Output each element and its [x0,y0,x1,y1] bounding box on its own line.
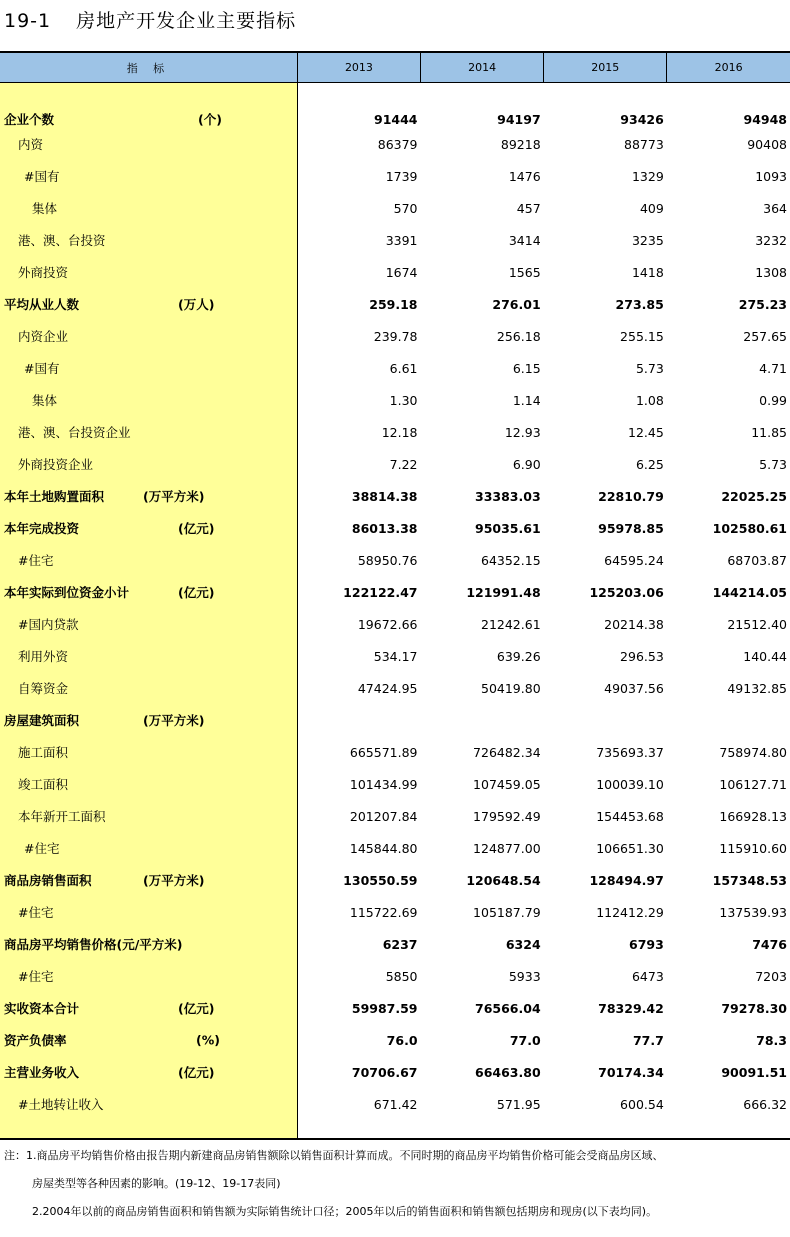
table-row [0,224,790,256]
row-label-cell [0,704,297,736]
table-row [0,320,790,352]
row-label-cell [0,576,297,608]
row-label-cell [0,544,297,576]
value-cell-2015: 100039.10 [596,776,664,792]
value-cell-2016 [667,704,790,736]
row-label: #国内贷款 [18,617,79,632]
header-year-2016: 2016 [667,53,790,83]
row-label: 施工面积 [18,745,69,760]
value-cell-2014: 76566.04 [475,1000,541,1016]
value-cell-2013: 570 [393,200,418,216]
value-cell-2016: 68703.87 [727,552,787,568]
value-cell-2016: 144214.05 [712,584,787,600]
value-cell-2016: 257.65 [743,328,787,344]
value-cell-2013: 58950.76 [357,552,418,568]
value-cell-2013: 6.61 [389,360,418,376]
row-label-cell [0,864,297,896]
value-cell-2015: 20214.38 [604,616,664,632]
value-cell-2015: 12.45 [628,424,664,440]
value-cell-2013: 122122.47 [343,584,418,600]
value-cell-2013: 101434.99 [349,776,418,792]
value-cell-2013: 86379 [377,136,418,152]
page-title [4,6,296,33]
value-cell-2016: 364 [763,200,787,216]
row-label: 房屋建筑面积 [4,713,80,728]
row-unit: (万平方米) [143,873,205,888]
header-row [0,53,790,83]
row-label-cell [0,1088,297,1120]
value-cell-2015: 3235 [631,232,664,248]
value-cell-2014: 121991.48 [466,584,541,600]
table-row [0,416,790,448]
value-cell-2013: 259.18 [369,296,418,312]
row-label: 港、澳、台投资 [18,233,106,248]
row-label-cell [0,224,297,256]
row-label: #住宅 [18,969,54,984]
row-label: 主营业务收入 [4,1065,80,1080]
table-row [0,800,790,832]
header-year-2015: 2015 [544,53,667,83]
value-cell-2015: 64595.24 [604,552,664,568]
row-label-cell [0,110,297,128]
table-row [0,960,790,992]
value-cell-2014: 1565 [508,264,541,280]
value-cell-2016: 157348.53 [712,872,787,888]
table-row [0,256,790,288]
row-label-cell [0,192,297,224]
row-label: 港、澳、台投资企业 [18,425,131,440]
value-cell-2015: 735693.37 [596,744,664,760]
value-cell-2013: 86013.38 [351,520,418,536]
value-cell-2013: 19672.66 [357,616,418,632]
table-row [0,288,790,320]
row-unit: (万人) [178,297,215,312]
value-cell-2016: 1308 [755,264,787,280]
value-cell-2013: 1674 [385,264,418,280]
value-cell-2016: 7476 [752,936,787,952]
row-unit: (%) [196,1032,220,1048]
row-label: 实收资本合计 [4,1001,80,1016]
row-label-cell [0,896,297,928]
row-label: 商品房平均销售价格(元/平方米) [4,937,183,952]
table-row [0,608,790,640]
header-year-2013: 2013 [297,53,420,83]
row-label-cell [0,320,297,352]
value-cell-2014: 120648.54 [466,872,541,888]
spacer-row [0,83,790,111]
spacer-label [0,83,297,111]
value-cell-2015: 93426 [620,111,664,127]
value-cell-2015: 409 [639,200,664,216]
table-row [0,640,790,672]
bottom-label-cell [0,1120,297,1139]
value-cell-2013: 3391 [385,232,418,248]
row-label: 外商投资企业 [18,457,94,472]
value-cell-2013: 59987.59 [351,1000,418,1016]
value-cell-2014: 726482.34 [473,744,541,760]
row-unit: (亿元) [178,585,215,600]
value-cell-2015: 1418 [631,264,664,280]
value-cell-2016: 11.85 [751,424,787,440]
value-cell-2016: 94948 [743,111,787,127]
value-cell-2014: 6.15 [512,360,541,376]
value-cell-2016: 0.99 [759,392,787,408]
value-cell-2014: 639.26 [496,648,541,664]
table-row [0,864,790,896]
table-row [0,704,790,736]
table-row [0,512,790,544]
value-cell-2015: 22810.79 [598,488,664,504]
row-label: 内资 [18,137,44,152]
value-cell-2015: 1.08 [635,392,664,408]
value-cell-2013: 5850 [385,968,418,984]
value-cell-2014 [421,704,544,736]
value-cell-2014: 95035.61 [475,520,541,536]
row-label: 企业个数 [4,112,55,127]
value-cell-2014: 457 [516,200,541,216]
value-cell-2015: 6473 [631,968,664,984]
value-cell-2014: 105187.79 [473,904,541,920]
row-label: 本年新开工面积 [18,809,106,824]
row-label-cell [0,256,297,288]
row-label-cell [0,928,297,960]
value-cell-2015 [544,704,667,736]
row-unit: (万平方米) [143,489,205,504]
value-cell-2016: 49132.85 [727,680,787,696]
value-cell-2014: 256.18 [496,328,541,344]
row-label: #国有 [24,169,60,184]
bottom-rule-row [0,1120,790,1139]
row-label-cell [0,800,297,832]
row-label-cell [0,288,297,320]
value-cell-2013 [297,704,420,736]
row-label-cell [0,352,297,384]
value-cell-2016: 7203 [755,968,787,984]
value-cell-2015: 255.15 [620,328,664,344]
table-row [0,992,790,1024]
value-cell-2015: 125203.06 [589,584,664,600]
value-cell-2014: 89218 [500,136,541,152]
row-unit: (亿元) [178,1001,215,1016]
value-cell-2015: 95978.85 [598,520,664,536]
footnote-1: 注：1.商品房平均销售价格由报告期内新建商品房销售额除以销售面积计算而成。不同时期的商品房平均销售价格可能会受商品房区域、 [4,1149,664,1162]
value-cell-2013: 671.42 [373,1096,418,1112]
row-label: 集体 [32,393,58,408]
row-label-cell [0,480,297,512]
row-unit: (个) [198,112,222,127]
header-indicator: 指 标 [0,53,297,83]
row-label: 本年实际到位资金小计 [4,585,130,600]
value-cell-2015: 154453.68 [596,808,664,824]
value-cell-2016: 102580.61 [712,520,787,536]
value-cell-2015: 88773 [624,136,664,152]
value-cell-2013: 1739 [385,168,418,184]
table-row [0,128,790,160]
value-cell-2016: 21512.40 [727,616,787,632]
footnote-1-cont: 房屋类型等各种因素的影响。(19-12、19-17表同) [32,1177,281,1190]
row-label: #住宅 [24,841,60,856]
value-cell-2015: 1329 [631,168,664,184]
value-cell-2014: 1476 [508,168,541,184]
value-cell-2014: 50419.80 [481,680,541,696]
value-cell-2013: 7.22 [389,456,418,472]
value-cell-2013: 534.17 [373,648,418,664]
row-label: 外商投资 [18,265,69,280]
row-unit: (万平方米) [143,713,205,728]
table-row [0,672,790,704]
row-label: 集体 [32,201,58,216]
value-cell-2014: 124877.00 [473,840,541,856]
value-cell-2014: 3414 [508,232,541,248]
indicator-table [0,53,790,1140]
value-cell-2015: 128494.97 [589,872,664,888]
value-cell-2016: 79278.30 [721,1000,787,1016]
value-cell-2015: 5.73 [635,360,664,376]
value-cell-2015: 70174.34 [598,1064,664,1080]
row-label-cell [0,384,297,416]
row-label: 商品房销售面积 [4,873,92,888]
value-cell-2016: 140.44 [743,648,787,664]
row-label-cell [0,416,297,448]
table-number: 19-1 [4,10,52,32]
value-cell-2016: 78.3 [756,1032,787,1048]
value-cell-2016: 137539.93 [719,904,787,920]
table-row [0,1088,790,1120]
value-cell-2016: 1093 [755,168,787,184]
row-label: 利用外资 [18,649,69,664]
value-cell-2013: 130550.59 [343,872,418,888]
value-cell-2014: 12.93 [504,424,541,440]
value-cell-2014: 6324 [505,936,541,952]
row-label: 本年土地购置面积 [4,489,105,504]
table-row [0,736,790,768]
row-label: 竣工面积 [18,777,69,792]
row-label-cell [0,160,297,192]
value-cell-2014: 179592.49 [473,808,541,824]
value-cell-2014: 571.95 [496,1096,541,1112]
table-row [0,896,790,928]
row-label-cell [0,1024,297,1056]
value-cell-2016: 3232 [755,232,787,248]
row-label-cell [0,672,297,704]
value-cell-2015: 49037.56 [604,680,664,696]
row-label: 平均从业人数 [4,297,80,312]
row-unit: (亿元) [178,1065,215,1080]
value-cell-2015: 6.25 [635,456,664,472]
value-cell-2016: 666.32 [743,1096,787,1112]
value-cell-2016: 115910.60 [719,840,787,856]
value-cell-2016: 758974.80 [719,744,787,760]
row-label-cell [0,608,297,640]
value-cell-2014: 77.0 [509,1032,541,1048]
row-label-cell [0,832,297,864]
value-cell-2013: 12.18 [381,424,418,440]
row-label: 本年完成投资 [4,521,80,536]
value-cell-2015: 77.7 [632,1032,664,1048]
row-label: 自筹资金 [18,681,69,696]
value-cell-2015: 106651.30 [596,840,664,856]
table-row [0,768,790,800]
table-row [0,448,790,480]
row-label-cell [0,736,297,768]
table-title: 房地产开发企业主要指标 [76,10,297,32]
value-cell-2016: 22025.25 [721,488,787,504]
value-cell-2013: 145844.80 [349,840,418,856]
row-label-cell [0,768,297,800]
table-row [0,352,790,384]
row-label: 内资企业 [18,329,69,344]
value-cell-2013: 70706.67 [351,1064,418,1080]
value-cell-2015: 78329.42 [598,1000,664,1016]
value-cell-2013: 201207.84 [349,808,418,824]
header-year-2014: 2014 [421,53,544,83]
row-label: 资产负债率 [4,1033,67,1048]
table-row [0,1056,790,1088]
value-cell-2014: 5933 [508,968,541,984]
row-label: #住宅 [18,553,54,568]
value-cell-2013: 1.30 [389,392,418,408]
value-cell-2014: 64352.15 [481,552,541,568]
value-cell-2016: 90091.51 [721,1064,787,1080]
table-row [0,192,790,224]
footnotes [4,1146,790,1230]
footnote-2: 2.2004年以前的商品房销售面积和销售额为实际销售统计口径；2005年以后的销售面积和销售额包括期房和现房(以下表均同)。 [32,1205,658,1218]
value-cell-2013: 76.0 [386,1032,418,1048]
row-label: #土地转让收入 [18,1097,104,1112]
value-cell-2015: 600.54 [620,1096,664,1112]
table-row [0,110,790,128]
row-label-cell [0,1056,297,1088]
value-cell-2014: 21242.61 [481,616,541,632]
value-cell-2014: 1.14 [512,392,541,408]
value-cell-2013: 6237 [382,936,418,952]
table-row [0,384,790,416]
row-label: #国有 [24,361,60,376]
value-cell-2015: 273.85 [615,296,664,312]
value-cell-2016: 90408 [747,136,787,152]
value-cell-2016: 106127.71 [719,776,787,792]
value-cell-2016: 5.73 [759,456,787,472]
row-unit: (亿元) [178,521,215,536]
table-row [0,576,790,608]
value-cell-2013: 47424.95 [357,680,418,696]
table-row [0,544,790,576]
value-cell-2014: 94197 [497,111,541,127]
value-cell-2013: 115722.69 [349,904,418,920]
table-row [0,928,790,960]
row-label-cell [0,512,297,544]
table-row [0,832,790,864]
row-label-cell [0,992,297,1024]
value-cell-2016: 166928.13 [719,808,787,824]
value-cell-2013: 38814.38 [351,488,418,504]
value-cell-2015: 6793 [629,936,664,952]
value-cell-2016: 275.23 [738,296,787,312]
row-label-cell [0,128,297,160]
value-cell-2013: 665571.89 [349,744,418,760]
value-cell-2014: 33383.03 [475,488,541,504]
value-cell-2016: 4.71 [759,360,787,376]
table-row [0,1024,790,1056]
value-cell-2013: 239.78 [373,328,418,344]
table-row [0,480,790,512]
row-label-cell [0,960,297,992]
row-label: #住宅 [18,905,54,920]
value-cell-2015: 296.53 [620,648,664,664]
table-row [0,160,790,192]
value-cell-2013: 91444 [374,111,418,127]
value-cell-2014: 6.90 [512,456,541,472]
row-label-cell [0,448,297,480]
value-cell-2015: 112412.29 [596,904,664,920]
table-body [0,83,790,1140]
value-cell-2014: 66463.80 [475,1064,541,1080]
value-cell-2014: 107459.05 [473,776,541,792]
row-label-cell [0,640,297,672]
value-cell-2014: 276.01 [492,296,541,312]
